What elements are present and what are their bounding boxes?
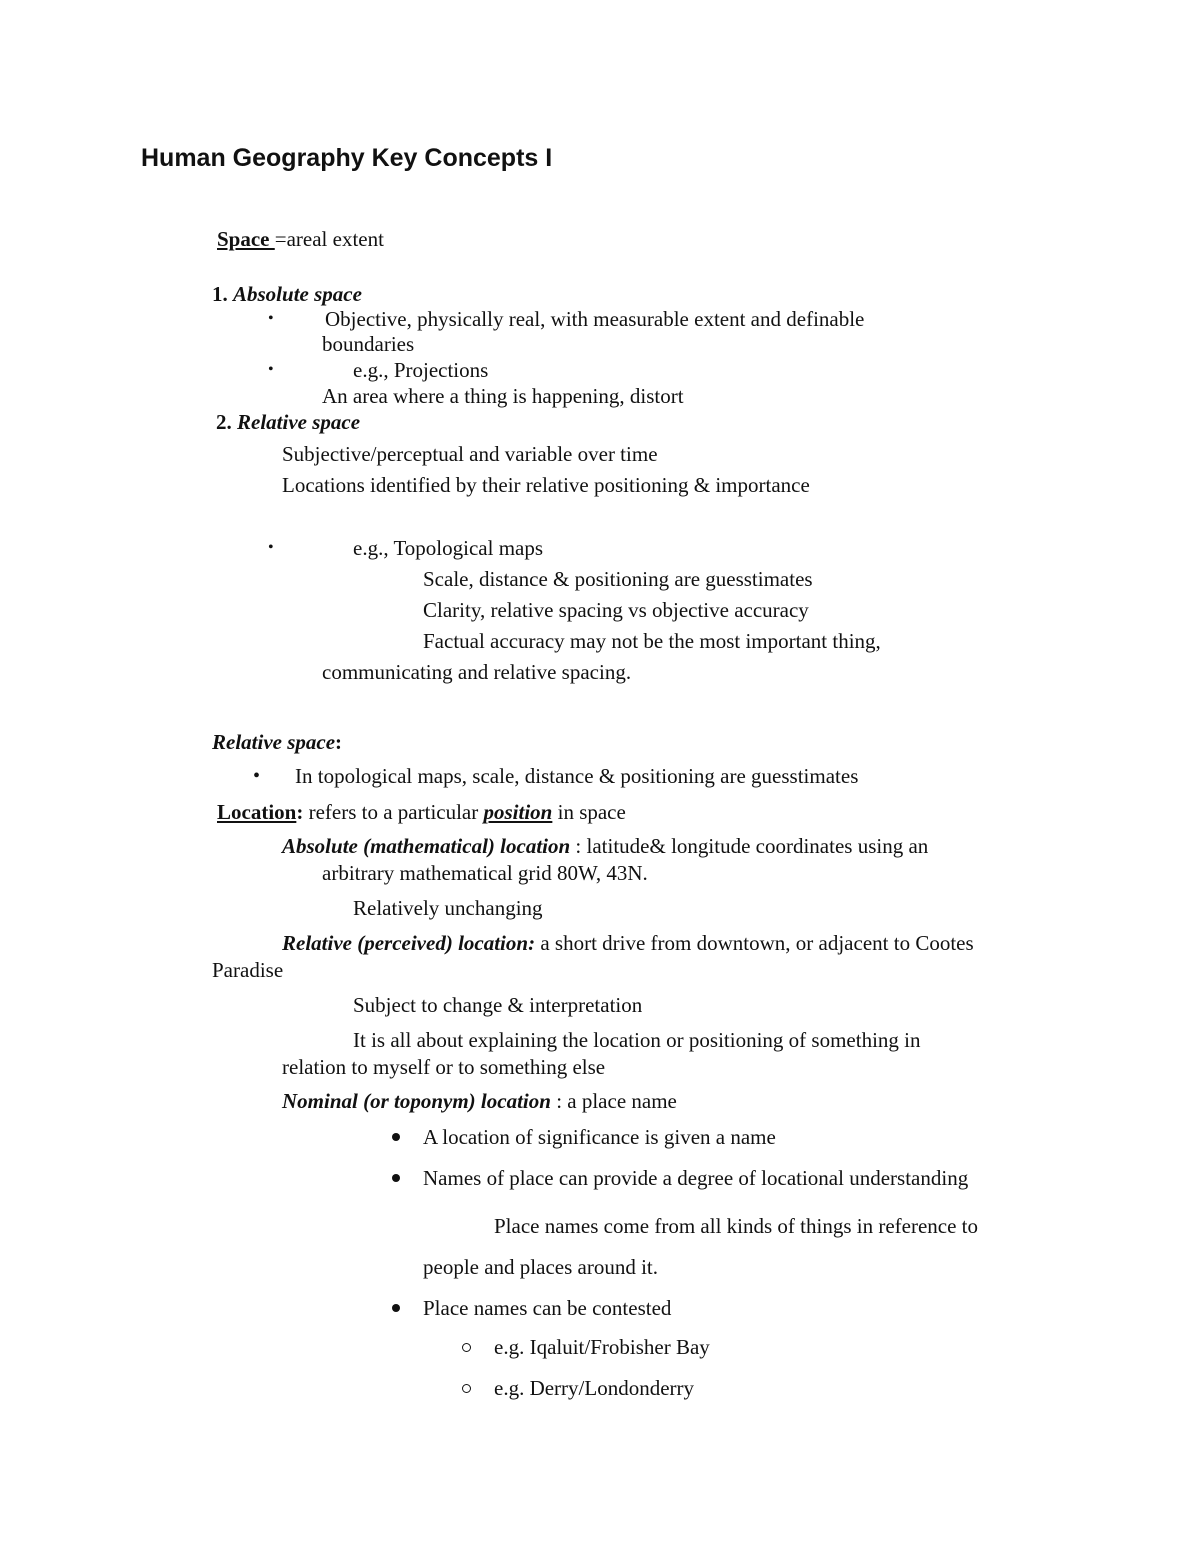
absolute-location-note: Relatively unchanging xyxy=(353,896,543,920)
relative-space-line1: Subjective/perceptual and variable over time xyxy=(282,442,658,466)
absolute-location-title: Absolute (mathematical) location xyxy=(282,834,571,858)
space-definition xyxy=(217,226,384,252)
location-text-before: refers to a particular xyxy=(303,800,484,824)
location-definition xyxy=(217,799,626,825)
relative-space-line6-cont: communicating and relative spacing. xyxy=(322,660,632,684)
relative-space-note-title: Relative space xyxy=(212,730,336,754)
relative-space-title: Relative space xyxy=(237,410,361,434)
relative-space-note-colon: : xyxy=(335,730,343,754)
bullet-icon: • xyxy=(268,361,274,378)
absolute-space-number: 1. xyxy=(212,282,228,306)
bullet-icon xyxy=(392,1304,400,1312)
absolute-space-title: Absolute space xyxy=(233,282,362,306)
bullet-icon: • xyxy=(268,539,274,556)
relative-location-cont: Paradise xyxy=(212,958,284,982)
nominal-sub2: e.g. Derry/Londonderry xyxy=(494,1376,695,1400)
nominal-bullet2: Names of place can provide a degree of locational understanding xyxy=(423,1166,969,1190)
location-text-after: in space xyxy=(552,800,626,824)
relative-space-note-heading xyxy=(212,729,342,755)
nominal-sub1: e.g. Iqaluit/Frobisher Bay xyxy=(494,1335,710,1359)
nominal-para1-cont: people and places around it. xyxy=(423,1255,658,1279)
nominal-bullet3: Place names can be contested xyxy=(423,1296,672,1320)
bullet-icon: • xyxy=(253,765,261,787)
absolute-space-line2: e.g., Projections xyxy=(353,358,489,382)
bullet-icon xyxy=(392,1174,400,1182)
page-title: Human Geography Key Concepts I xyxy=(141,144,553,172)
relative-location-note2: It is all about explaining the location or positioning of something in xyxy=(353,1028,921,1052)
relative-space-number: 2. xyxy=(216,410,232,434)
nominal-location-text: : a place name xyxy=(550,1089,677,1113)
circle-bullet-icon xyxy=(462,1343,471,1352)
space-definition-text: =areal extent xyxy=(274,227,384,251)
nominal-para1: Place names come from all kinds of things in reference to xyxy=(494,1214,979,1238)
relative-space-line4: Scale, distance & positioning are guesstimates xyxy=(423,567,813,591)
relative-space-note-bullet: In topological maps, scale, distance & positioning are guesstimates xyxy=(295,764,859,788)
relative-space-line5: Clarity, relative spacing vs objective accuracy xyxy=(423,598,809,622)
nominal-bullet1: A location of significance is given a name xyxy=(423,1125,776,1149)
relative-location-title: Relative (perceived) location: xyxy=(282,931,536,955)
relative-location-text: a short drive from downtown, or adjacent to Cootes xyxy=(535,931,974,955)
space-term: Space xyxy=(217,227,275,251)
relative-space-line3: e.g., Topological maps xyxy=(353,536,544,560)
nominal-location xyxy=(282,1088,677,1114)
relative-location xyxy=(282,930,974,956)
absolute-space-line1-cont: boundaries xyxy=(322,332,415,356)
relative-space-line2: Locations identified by their relative positioning & importance xyxy=(282,473,810,497)
relative-location-note2-cont: relation to myself or to something else xyxy=(282,1055,606,1079)
nominal-location-title: Nominal (or toponym) location xyxy=(282,1089,551,1113)
relative-space-line6: Factual accuracy may not be the most important thing, xyxy=(423,629,881,653)
absolute-location xyxy=(282,833,928,859)
absolute-space-line3: An area where a thing is happening, distort xyxy=(322,384,684,408)
location-emph: position xyxy=(483,800,553,824)
relative-location-note1: Subject to change & interpretation xyxy=(353,993,643,1017)
absolute-location-cont: arbitrary mathematical grid 80W, 43N. xyxy=(322,861,648,885)
absolute-location-text: : latitude& longitude coordinates using an xyxy=(570,834,929,858)
circle-bullet-icon xyxy=(462,1384,471,1393)
location-colon: : xyxy=(296,800,304,824)
bullet-icon: • xyxy=(268,310,274,327)
bullet-icon xyxy=(392,1133,400,1141)
relative-space-heading xyxy=(216,409,360,435)
location-term: Location xyxy=(217,800,297,824)
absolute-space-line1: Objective, physically real, with measurable extent and definable xyxy=(325,307,865,331)
absolute-space-heading xyxy=(212,281,362,307)
